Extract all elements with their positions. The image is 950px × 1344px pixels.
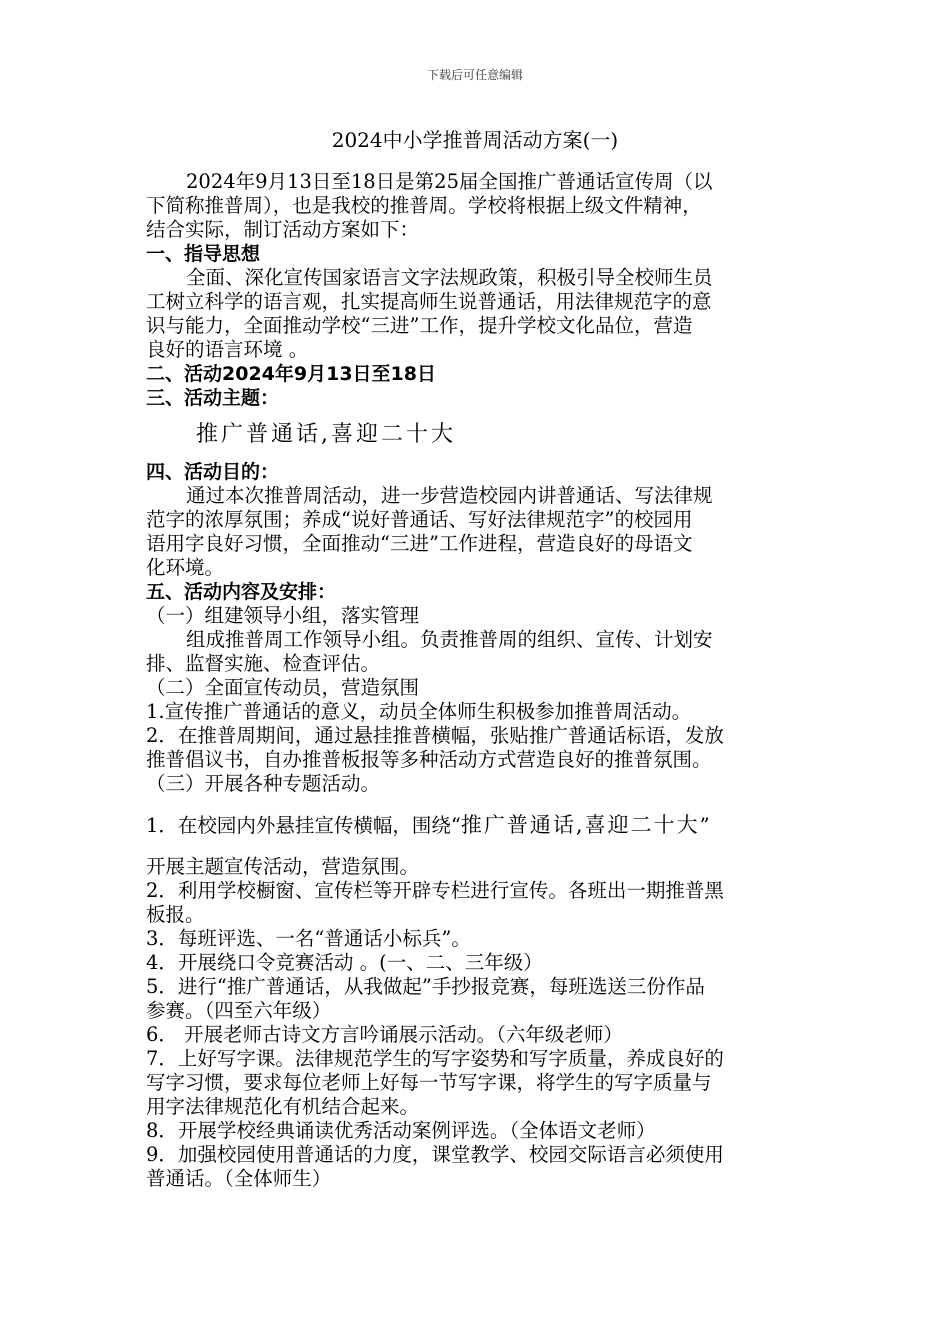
paragraph-line: 语用字良好习惯，全面推动“三进”工作进程，营造良好的母语文	[146, 532, 693, 555]
list-item-text: ”	[699, 814, 710, 837]
section-heading-date: 二、活动2024年9月13日至18日	[146, 363, 436, 385]
paragraph-line: 排、监督实施、检查评估。	[146, 652, 381, 675]
spacer	[146, 841, 806, 855]
list-item: 开展主题宣传活动，营造氛围。	[146, 855, 420, 878]
intro-line: 结合实际，制订活动方案如下：	[146, 218, 420, 241]
list-item: 8．开展学校经典诵读优秀活动案例评选。（全体语文老师）	[146, 1119, 656, 1142]
paragraph-line: 工树立科学的语言观，扎实提高师生说普通话，用法律规范字的意	[146, 290, 712, 313]
list-item: 9．加强校园使用普通话的力度，课堂教学、校园交际语言必须使用	[146, 1143, 724, 1166]
paragraph-line: 全面、深化宣传国家语言文字法规政策，积极引导全校师生员	[186, 266, 713, 289]
list-item: 参赛。（四至六年级）	[146, 999, 332, 1022]
paragraph-line: 范字的浓厚氛围；养成“说好普通话、写好法律规范字”的校园用	[146, 508, 693, 531]
intro-line: 下简称推普周），也是我校的推普周。学校将根据上级文件精神，	[146, 194, 702, 217]
spacer	[146, 796, 806, 810]
activity-theme: 推广普通话,喜迎二十大	[196, 422, 456, 447]
document-title: 2024中小学推普周活动方案(一)	[331, 128, 619, 152]
list-item: 3．每班评选、一名“普通话小标兵”。	[146, 927, 471, 950]
inline-theme: 推广普通话,喜迎二十大	[460, 813, 700, 837]
section-heading-purpose: 四、活动目的：	[146, 461, 280, 483]
list-item: 6． 开展老师古诗文方言吟诵展示活动。（六年级老师）	[146, 1023, 623, 1046]
list-item: 写字习惯，要求每位老师上好每一节写字课，将学生的写字质量与	[146, 1071, 712, 1094]
list-item: 5．进行“推广普通话，从我做起”手抄报竞赛，每班选送三份作品	[146, 975, 705, 998]
list-item: 推普倡议书，自办推普板报等多种活动方式营造良好的推普氛围。	[146, 748, 712, 771]
subsection-title: （二）全面宣传动员，营造氛围	[146, 676, 420, 699]
list-item: 板报。	[146, 903, 205, 926]
list-item: 4．开展绕口令竞赛活动 。(一、二、三年级）	[146, 951, 543, 974]
list-item: 用字法律规范化有机结合起来。	[146, 1095, 420, 1118]
paragraph-line: 通过本次推普周活动，进一步营造校园内讲普通话、写法律规	[186, 484, 713, 507]
document-body	[146, 170, 806, 1191]
intro-line: 2024年9月13日至18日是第25届全国推广普通话宣传周（以	[186, 170, 713, 193]
paragraph-line: 组成推普周工作领导小组。负责推普周的组织、宣传、计划安	[186, 628, 713, 651]
list-item: 7．上好写字课。法律规范学生的写字姿势和写字质量，养成良好的	[146, 1047, 724, 1070]
paragraph-line: 良好的语言环境 。	[146, 338, 309, 361]
list-item: 2．在推普周期间，通过悬挂推普横幅，张贴推广普通话标语，发放	[146, 724, 724, 747]
list-item	[146, 810, 806, 841]
paragraph-line: 识与能力，全面推动学校“三进”工作，提升学校文化品位，营造	[146, 314, 693, 337]
section-heading-theme: 三、活动主题：	[146, 387, 280, 409]
subsection-title: （三）开展各种专题活动。	[146, 772, 381, 795]
list-item: 1.宣传推广普通话的意义，动员全体师生积极参加推普周活动。	[146, 700, 692, 723]
section-heading-guiding: 一、指导思想	[146, 243, 261, 265]
list-item: 普通话。（全体师生）	[146, 1167, 332, 1190]
list-item-text: 1．在校园内外悬挂宣传横幅，围绕“	[146, 814, 461, 837]
section-heading-arrangement: 五、活动内容及安排：	[146, 581, 337, 603]
list-item: 2．利用学校橱窗、宣传栏等开辟专栏进行宣传。各班出一期推普黑	[146, 879, 724, 902]
paragraph-line: 化环境。	[146, 556, 225, 579]
header-note: 下载后可任意编辑	[426, 68, 523, 82]
subsection-title: （一）组建领导小组，落实管理	[146, 604, 420, 627]
